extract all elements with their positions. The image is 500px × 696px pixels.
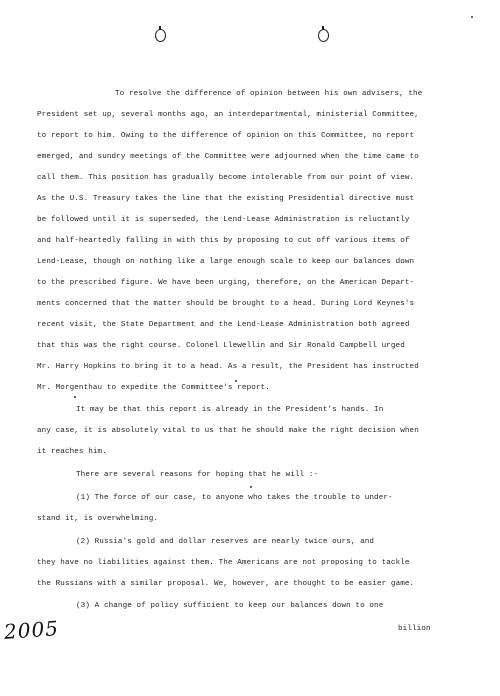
text-line: (2) Russia's gold and dollar reserves are nearly twice ours, and bbox=[76, 538, 375, 546]
text-line: (1) The force of our case, to anyone who takes the trouble to under- bbox=[76, 494, 393, 502]
text-line: they have no liabilities against them. The Americans are not proposing to tackle bbox=[37, 559, 410, 567]
ink-speck bbox=[471, 16, 473, 18]
text-line: To resolve the difference of opinion between his own advisers, the bbox=[115, 90, 423, 98]
ink-speck bbox=[250, 486, 252, 488]
text-line: (3) A change of policy sufficient to keep our balances down to one bbox=[76, 602, 384, 610]
text-line: Mr. Morgenthau to expedite the Committee's report. bbox=[37, 384, 270, 392]
text-line: Lend-Lease, though on nothing like a large enough scale to keep our balances down bbox=[37, 258, 415, 266]
punch-hole-right bbox=[318, 29, 329, 42]
text-line: President set up, several months ago, an interdepartmental, ministerial Committee, bbox=[37, 111, 419, 119]
text-line: Mr. Harry Hopkins to bring it to a head. As a result, the President has instructed bbox=[37, 363, 419, 371]
text-line: There are several reasons for hoping that he will :- bbox=[76, 471, 319, 479]
text-line: ments concerned that the matter should be brought to a head. During Lord Keynes's bbox=[37, 300, 415, 308]
text-line: that this was the right course. Colonel Llewellin and Sir Ronald Campbell urged bbox=[37, 342, 405, 350]
text-line: stand it, is overwhelming. bbox=[37, 515, 159, 523]
handwritten-page-number: 2005 bbox=[3, 616, 60, 644]
text-line: to report to him. Owing to the difference of opinion on this Committee, no report bbox=[37, 132, 415, 140]
text-line: recent visit, the State Department and the Lend-Lease Administration both agreed bbox=[37, 321, 410, 329]
text-line: emerged, and sundry meetings of the Committee were adjourned when the time came to bbox=[37, 153, 419, 161]
text-line: it reaches him. bbox=[37, 448, 107, 456]
text-line: to the prescribed figure. We have been urging, therefore, on the American Depart- bbox=[37, 279, 415, 287]
text-line: billion bbox=[398, 625, 431, 633]
punch-hole-left bbox=[155, 29, 166, 42]
text-line: and half-heartedly falling in with this by proposing to cut off various items of bbox=[37, 237, 410, 245]
text-line: call them. This position has gradually become intolerable from our point of view. bbox=[37, 174, 415, 182]
text-line: the Russians with a similar proposal. We, however, are thought to be easier game. bbox=[37, 580, 415, 588]
text-line: be followed until it is superseded, the Lend-Lease Administration is reluctantly bbox=[37, 216, 410, 224]
ink-speck bbox=[74, 396, 76, 398]
ink-speck bbox=[235, 380, 237, 382]
text-line: any case, it is absolutely vital to us that he should make the right decision when bbox=[37, 427, 419, 435]
text-line: As the U.S. Treasury takes the line that the existing Presidential directive must bbox=[37, 195, 415, 203]
text-line: It may be that this report is already in the President's hands. In bbox=[76, 406, 384, 414]
